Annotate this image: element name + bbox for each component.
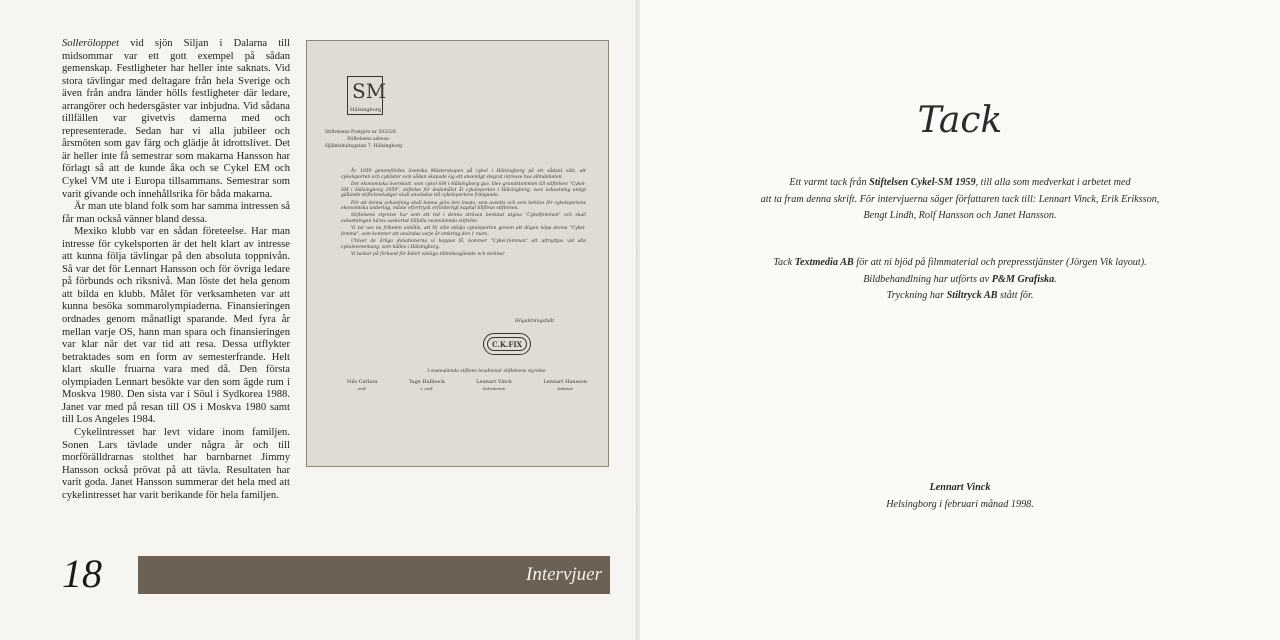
paragraph-2: Är man ute bland folk som har samma intressen så får man också vänner bland dessa.: [62, 201, 290, 225]
author-signature: [640, 480, 1280, 513]
left-page: [0, 0, 638, 640]
author-name: Lennart Vinck: [929, 482, 991, 493]
letter-closing: Högaktningsfullt: [515, 319, 555, 324]
section-label: Intervjuer: [526, 564, 602, 585]
author-place-date: Helsingborg i februari månad 1998.: [886, 498, 1034, 510]
cykel-sm-logo-icon: [347, 76, 387, 115]
logo-text: Hälsingborg: [350, 107, 382, 113]
paragraph-3: Mexiko klubb var en sådan företeelse. Har man intresse för cykelsporten är det helt klart av intresse att kunna följa tävlingar på den absoluta toppnivån. Så var det för Lennart Hansson och för övriga ledare på förbunds och riksnivå. Man löste det hela genom att bilda en klubb. Målet för verksamheten var att kunna besöka sommarolympiaderna. Finansieringen ordnades genom månatligt sparande. Med fyra år mellan varje OS, hann man spara och finansieringen var klar när det var tid att resa. Dessa utflykter betraktades som en form av semesterfrande. Helt klart skulle fruarna vara med då. Den första olympiaden Lennart besökte var den som ägde rum i Moskva 1980. Den sista var i Söul i Sydkorea 1988. Janet var med på resan till OS i Moskva 1980 samt till Los Angeles 1984.: [62, 226, 290, 426]
lead-word: Solleröloppet: [62, 38, 120, 49]
club-stamp-icon: [483, 333, 531, 355]
right-page: [640, 0, 1280, 640]
letter-body: År 1959 genomfördes Svenska Mästerskapen på cykel i Hälsingborg på ett sådant sätt, att cykelsporten och cyklister som sådan skapade sig ett ansenligt stegrat intresse hos allmänheten. Det ekonomiska överskott, som cykel-SM i Hälsingborg gav, blev grundstommen till stiftelsen "Cykel-SM i Hälsingborg 1959", stiftelse för ändamålet åt cykelsporten i Hälsingborg, vars avkastning enligt gällande stiftelsestadgar skall användas till cykelsportens främjande. För att denna avkastning skall kunna göra den insats, som avsetts och som behövs för cykelsportens ekonomiska underlag, måste eftertryck erforderligt kapital tillföras stiftelsen. Stiftelsens styrelse har som ett led i denna strävan beslutat utgiva "Cykelfemman" och skall avkastningen härav oavkortat tillfalla ovannämnda stiftelse. Vi tar oss nu friheten anhålla, att Ni ville stödja cykelsporten genom att dligen köpa denna "Cykel-femma", som kommer att utsändas varje år omkring den 1 mars. Utöver de årliga donationerna vi hoppas få, kommer "Cykel-femman" att uttnyttjas vid alla cykelevenemang, som hålles i Hälsingborg. Vi tackar på förhand för Edert vänliga tillmötesgående och tecknar: [341, 169, 586, 258]
article-text-column: [62, 38, 290, 502]
thanks-block-2: Tack Textmedia AB för att ni bjöd på filmmaterial och prepresstjänster (Jörgen Vik layout). Bildbehandlning har utförts av P&M Grafiska. Tryckning har Stiltryck AB stått för.: [773, 257, 1147, 302]
signer: Nils Carlion ordf.: [347, 379, 378, 391]
signers: [347, 379, 587, 391]
paragraph-4: Cykelintresset har levt vidare inom familjen. Sonen Lars tävlade under några år och till morförälldrarnas stolthet har barnbarnet Jimmy Hansson också prövat på att tävla. Resultaten har varit goda. Janet Hansson summerar det hela med att cykelintresset har varit berikande för hela familjen.: [62, 426, 290, 501]
logo-mark: SM: [352, 79, 387, 103]
signer: Tage Hallbeck v. ordf.: [408, 379, 445, 391]
stamp-text: C.K.FIX: [487, 337, 527, 351]
page-title: Tack: [917, 100, 1003, 141]
letter-address: Stiftelsens Postgiro nr 503326 Stiftelsens adress: Hjälmshultsgatan 7, Hälsingborg: [325, 130, 403, 149]
signer: Lennart Vinck Sekreterare: [476, 379, 513, 391]
paragraph-1: Solleröloppet vid sjön Siljan i Dalarna till midsommar var ett gott exempel på sådan gemenskap. Festligheter har heller inte saknats. Vid stora tävlingar med deltagare från hela Sverige och även från andra länder hölls festligheter där ledare, arrangörer och hedersgäster var inbjudna. Vid sådana tillfällen var givetvis damerna med och representerade. Sedan har vi alla jubileer och årsmöten som gav färg och glädje åt idrottslivet. Det är heller inte få semestrar som makarna Hansson har förlagt så att de kunde åka och se Cykel EM och Cykel VM ute i Europa tillsammans. Semestrar som varit givande och innehållsrika för båda makarna.: [62, 38, 290, 200]
section-band: [138, 556, 610, 594]
letter-facsimile: [306, 40, 609, 467]
board-heading: I ovannämnda stiftens tecalimnar stiftelsens styrelse:: [427, 369, 547, 374]
thanks-block-1: Ett varmt tack från Stiftelsen Cykel-SM 1959, till alla som medverkat i arbetet med att ta fram denna skrift. För intervjuerna säger författaren tack till: Lennart Vinck, Erik Eriksson, Bengt Lindh, Rolf Hansson och Janet Hansson.: [760, 177, 1160, 222]
page-number: 18: [62, 551, 102, 596]
signer: Lennart Hansson ledamot: [543, 379, 587, 391]
